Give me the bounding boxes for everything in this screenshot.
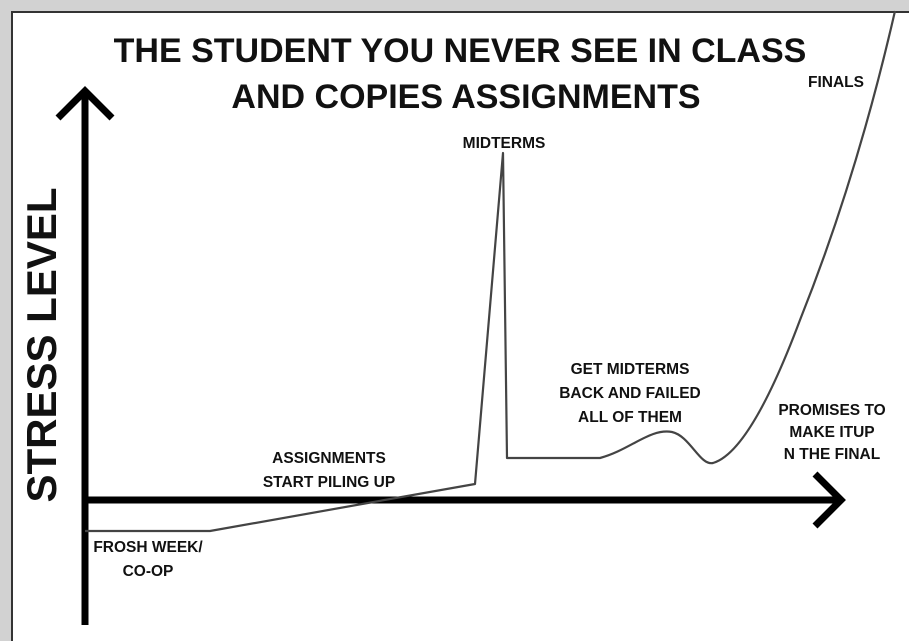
chart-title-line-1: THE STUDENT YOU NEVER SEE IN CLASS <box>113 32 807 70</box>
annotation-failed-midterms-line-2: BACK AND FAILED <box>559 385 701 402</box>
annotation-assignments-line-1: ASSIGNMENTS <box>272 450 386 467</box>
annotation-finals <box>808 74 864 91</box>
annotation-failed-midterms <box>559 361 701 426</box>
annotation-promises <box>778 402 885 463</box>
annotation-frosh-week-line-1: FROSH WEEK/ <box>93 539 203 556</box>
annotation-midterms <box>463 135 546 152</box>
annotation-promises-line-1: PROMISES TO <box>778 402 886 419</box>
annotation-promises-line-3: N THE FINAL <box>783 446 881 463</box>
y-axis-label: STRESS LEVEL <box>18 187 65 503</box>
annotation-assignments <box>263 450 395 491</box>
annotation-failed-midterms-line-1: GET MIDTERMS <box>570 361 690 378</box>
annotation-promises-line-2: MAKE ITUP <box>789 424 875 441</box>
annotation-finals-line-1: FINALS <box>808 74 864 91</box>
x-axis <box>85 474 841 526</box>
annotation-frosh-week <box>93 539 203 580</box>
annotation-frosh-week-line-2: CO-OP <box>122 563 174 580</box>
annotation-midterms-line-1: MIDTERMS <box>462 135 546 152</box>
annotation-assignments-line-2: START PILING UP <box>262 474 396 491</box>
chart-title-line-2: AND COPIES ASSIGNMENTS <box>231 78 701 116</box>
annotations <box>93 74 885 580</box>
annotation-failed-midterms-line-3: ALL OF THEM <box>578 409 682 426</box>
